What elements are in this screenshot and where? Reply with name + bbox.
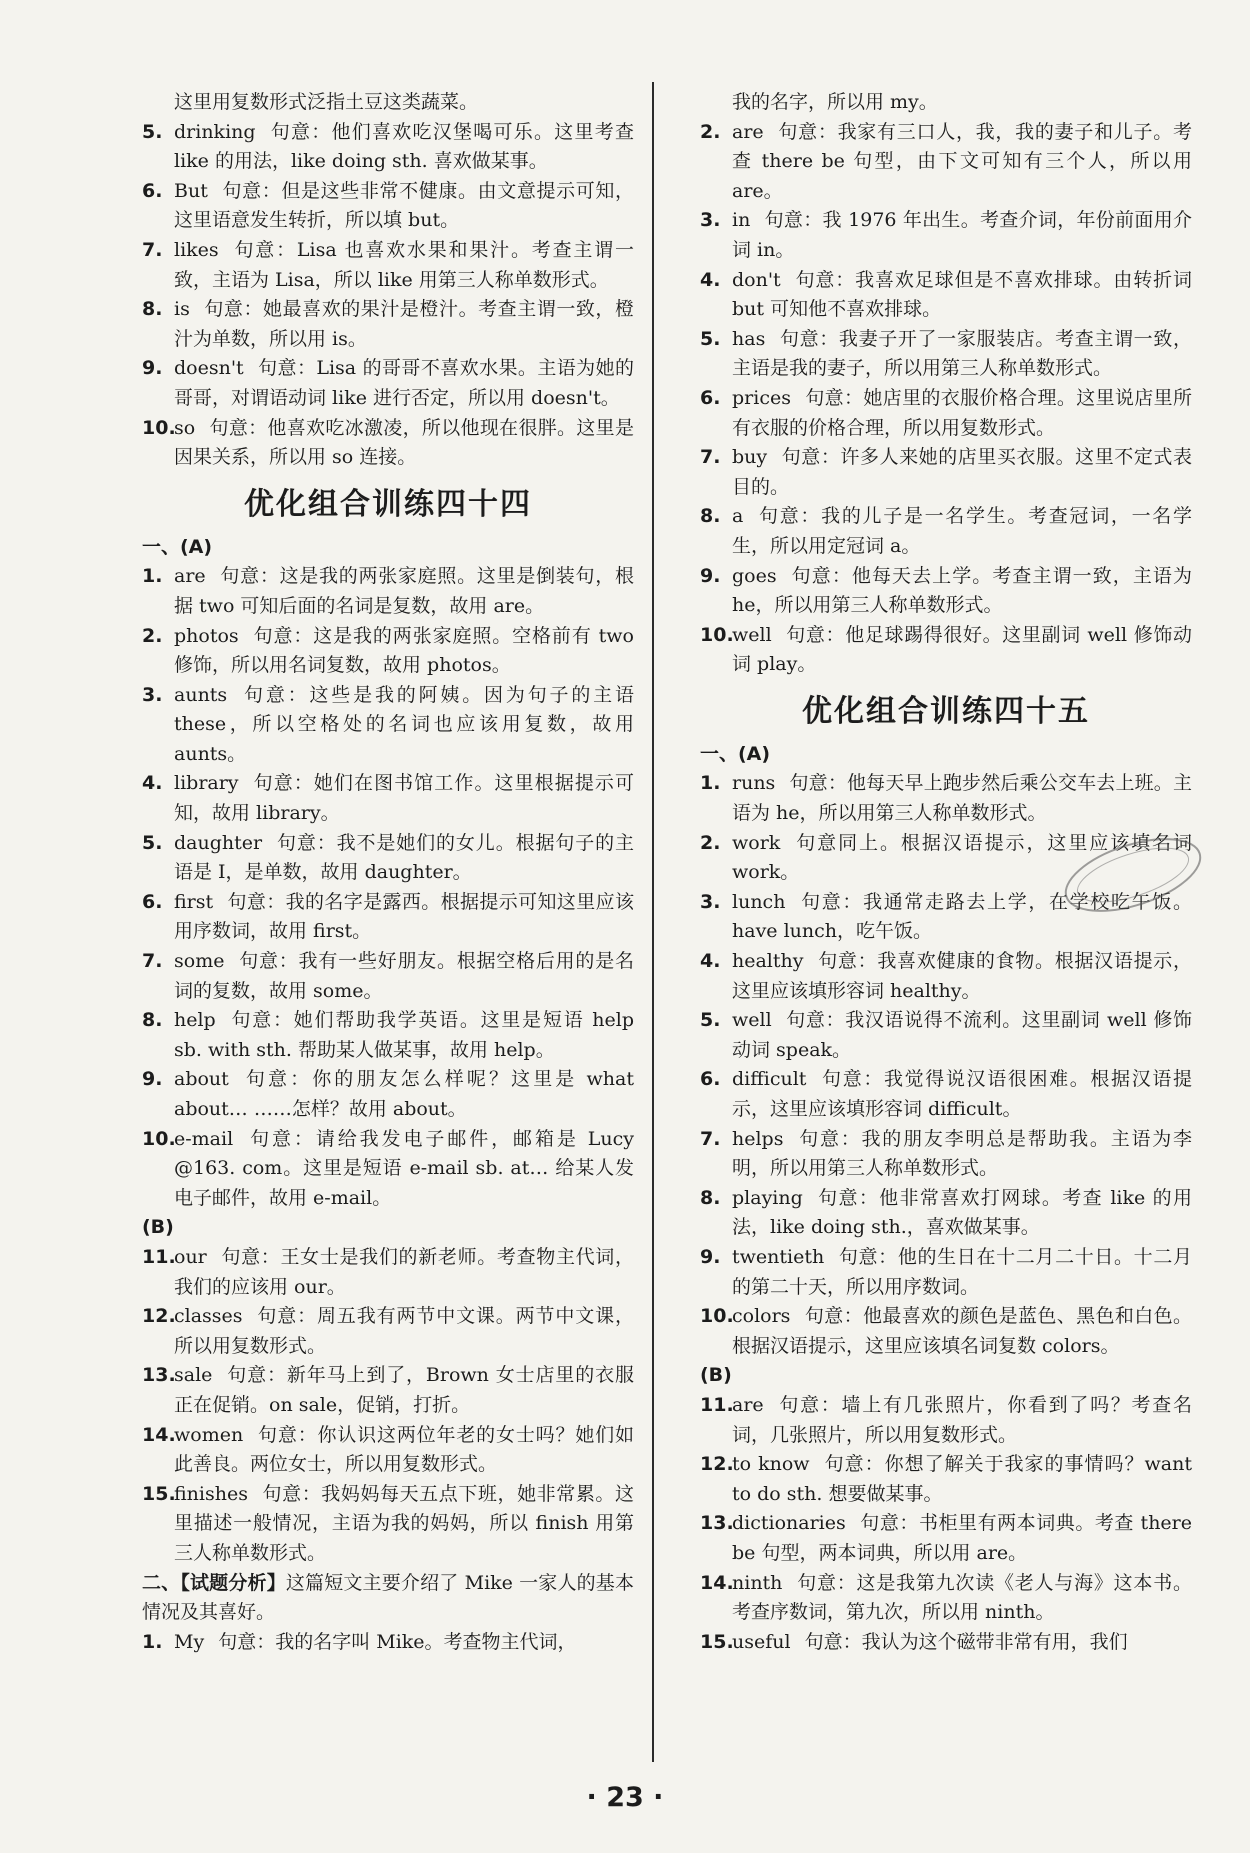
answer-item [700, 1628, 1192, 1658]
item-explanation: 句意：我的名字是露西。根据提示可知这里应该用序数词，故用 first。 [174, 890, 634, 943]
left-column [142, 88, 634, 1657]
item-answer: goes [732, 564, 777, 587]
item-answer: are [732, 120, 764, 143]
item-answer: runs [732, 772, 776, 795]
item-explanation: 句意：这是我第九次读《老人与海》这本书。考查序数词，第九次，所以用 ninth。 [732, 1571, 1192, 1624]
item-explanation: 句意：我通常走路去上学，在学校吃午饭。have lunch，吃午饭。 [732, 890, 1192, 943]
item-explanation: 句意：她们在图书馆工作。这里根据提示可知，故用 library。 [174, 772, 634, 825]
item-answer: difficult [732, 1068, 807, 1091]
item-number: 8. [142, 1009, 163, 1032]
item-explanation: 句意：新年马上到了，Brown 女士店里的衣服正在促销。on sale，促销，打折。 [174, 1364, 634, 1416]
answer-item [700, 266, 1192, 325]
answer-item [142, 1006, 634, 1065]
item-answer: doesn't [174, 357, 244, 380]
answer-item [700, 502, 1192, 561]
item-number: 1. [142, 1630, 163, 1653]
answer-item [700, 1450, 1192, 1509]
answer-item [142, 888, 634, 947]
item-number: 8. [700, 1186, 721, 1209]
item-number: 1. [700, 772, 721, 795]
item-answer: prices [732, 386, 791, 409]
item-explanation: 句意：他们喜欢吃汉堡喝可乐。这里考查 like 的用法，like doing sth. 喜欢做某事。 [174, 120, 634, 173]
answer-item [142, 1628, 634, 1658]
item-explanation: 句意：周五我有两节中文课。两节中文课，所以用复数形式。 [174, 1305, 634, 1357]
right-items-before [700, 118, 1192, 680]
item-number: 2. [700, 120, 721, 143]
answer-item [700, 443, 1192, 502]
left-part-a-items [142, 562, 634, 1213]
lead-continuation: 我的名字，所以用 my。 [732, 91, 938, 113]
answer-item [142, 354, 634, 413]
item-explanation: 句意：这是我的两张家庭照。这里是倒装句，根据 two 可知后面的名词是复数，故用 are。 [174, 565, 634, 617]
answer-item [142, 1480, 634, 1569]
item-number: 12. [142, 1305, 176, 1328]
item-explanation: 句意：你的朋友怎么样呢？这里是 what about… ……怎样？故用 about。 [174, 1068, 634, 1120]
answer-item [700, 1391, 1192, 1450]
answer-item [142, 562, 634, 621]
answer-item [700, 325, 1192, 384]
answer-item [142, 769, 634, 828]
item-explanation: 句意：我认为这个磁带非常有用，我们 [804, 1630, 1128, 1653]
item-number: 6. [142, 890, 163, 913]
item-answer: about [174, 1068, 229, 1091]
item-explanation: 句意：王女士是我们的新老师。考查物主代词，我们的应该用 our。 [174, 1245, 634, 1298]
item-number: 2. [142, 624, 163, 647]
answer-item [700, 1243, 1192, 1302]
item-answer: healthy [732, 950, 804, 973]
item-answer: dictionaries [732, 1512, 846, 1535]
item-explanation: 句意：他的生日在十二月二十日。十二月的第二十天，所以用序数词。 [732, 1245, 1192, 1298]
lead-continuation: 这里用复数形式泛指土豆这类蔬菜。 [174, 91, 479, 113]
item-number: 10. [700, 1305, 734, 1328]
answer-item [700, 1509, 1192, 1568]
item-number: 14. [142, 1423, 176, 1446]
item-explanation: 句意：请给我发电子邮件，邮箱是 Lucy @163. com。这里是短语 e-mail sb. at… 给某人发电子邮件，故用 e-mail。 [174, 1127, 634, 1209]
item-number: 7. [700, 446, 721, 469]
item-answer: work [732, 831, 781, 854]
answer-item [142, 622, 634, 681]
part-b-label: (B) [142, 1216, 174, 1239]
item-number: 11. [142, 1245, 176, 1268]
item-answer: first [174, 890, 214, 913]
item-explanation: 句意同上。根据汉语提示，这里应该填名词 work。 [732, 831, 1192, 884]
item-explanation: 句意：我喜欢健康的食物。根据汉语提示，这里应该填形容词 healthy。 [732, 950, 1192, 1002]
right-part-b-items [700, 1391, 1192, 1657]
part-b-label: (B) [700, 1364, 732, 1387]
item-number: 5. [142, 120, 163, 143]
part-two-label: 二、【试题分析】 [142, 1571, 286, 1594]
item-number: 15. [700, 1630, 734, 1653]
item-answer: library [174, 772, 239, 795]
answer-item [700, 562, 1192, 621]
answer-item [700, 1065, 1192, 1124]
item-answer: a [732, 505, 744, 528]
item-explanation: 句意：这是我的两张家庭照。空格前有 two 修饰，所以用名词复数，故用 photos。 [174, 624, 634, 677]
item-explanation: 句意：我的儿子是一名学生。考查冠词，一名学生，所以用定冠词 a。 [732, 505, 1192, 557]
item-answer: aunts [174, 683, 228, 706]
item-explanation: 句意：墙上有几张照片，你看到了吗？考查名词，几张照片，所以用复数形式。 [732, 1393, 1192, 1446]
part-two-text: 这篇短文主要介绍了 Mike 一家人的基本情况及其喜好。 [142, 1571, 634, 1624]
left-part-two-items [142, 1628, 634, 1658]
item-answer: colors [732, 1305, 791, 1328]
item-number: 9. [142, 1068, 163, 1091]
part-two-analysis [142, 1569, 634, 1628]
answer-item [142, 1361, 634, 1420]
item-answer: helps [732, 1127, 784, 1150]
answer-item [142, 1065, 634, 1124]
answer-item [142, 177, 634, 236]
item-number: 6. [142, 179, 163, 202]
item-number: 5. [700, 1009, 721, 1032]
item-number: 5. [700, 327, 721, 350]
answer-item [700, 384, 1192, 443]
item-answer: ninth [732, 1571, 783, 1594]
item-explanation: 句意：他喜欢吃冰激凌，所以他现在很胖。这里是因果关系，所以用 so 连接。 [174, 416, 634, 469]
item-explanation: 句意：我 1976 年出生。考查介词，年份前面用介词 in。 [732, 209, 1192, 261]
item-explanation: 句意：你想了解关于我家的事情吗？want to do sth. 想要做某事。 [732, 1453, 1192, 1505]
item-answer: lunch [732, 890, 786, 913]
item-number: 10. [142, 416, 176, 439]
answer-item [142, 414, 634, 473]
item-explanation: 句意：但是这些非常不健康。由文意提示可知，这里语意发生转折，所以填 but。 [174, 179, 634, 232]
answer-item [700, 1006, 1192, 1065]
item-answer: My [174, 1630, 205, 1653]
item-explanation: 句意：我觉得说汉语很困难。根据汉语提示，这里应该填形容词 difficult。 [732, 1068, 1192, 1120]
item-answer: e-mail [174, 1127, 234, 1150]
item-number: 9. [700, 564, 721, 587]
answer-item [700, 947, 1192, 1006]
answer-item [700, 206, 1192, 265]
item-number: 6. [700, 386, 721, 409]
item-number: 12. [700, 1453, 734, 1476]
answer-item [700, 118, 1192, 207]
item-answer: to know [732, 1453, 810, 1476]
item-answer: are [174, 565, 206, 588]
item-number: 4. [142, 772, 163, 795]
item-answer: well [732, 1009, 772, 1032]
item-explanation: 句意：我喜欢足球但是不喜欢排球。由转折词 but 可知他不喜欢排球。 [732, 268, 1192, 321]
item-number: 11. [700, 1393, 734, 1416]
item-answer: well [732, 623, 772, 646]
item-explanation: 句意：我的名字叫 Mike。考查物主代词， [218, 1630, 577, 1653]
item-answer: in [732, 209, 751, 232]
page-number: · 23 · [586, 1782, 664, 1813]
item-number: 14. [700, 1571, 734, 1594]
part-a-label: 一、(A) [700, 742, 771, 765]
answer-item [142, 947, 634, 1006]
item-number: 2. [700, 831, 721, 854]
answer-item [142, 1302, 634, 1361]
item-explanation: 句意：我不是她们的女儿。根据句子的主语是 I，是单数，故用 daughter。 [174, 831, 634, 884]
item-number: 8. [142, 298, 163, 321]
item-number: 4. [700, 268, 721, 291]
item-explanation: 句意：我有一些好朋友。根据空格后用的是名词的复数，故用 some。 [174, 950, 634, 1002]
item-answer: so [174, 416, 196, 439]
item-number: 3. [700, 890, 721, 913]
item-number: 4. [700, 950, 721, 973]
item-explanation: 句意：你认识这两位年老的女士吗？她们如此善良。两位女士，所以用复数形式。 [174, 1423, 634, 1476]
answer-item [700, 1125, 1192, 1184]
item-number: 13. [700, 1512, 734, 1535]
item-number: 15. [142, 1482, 176, 1505]
item-number: 13. [142, 1364, 176, 1387]
item-answer: some [174, 950, 225, 973]
item-explanation: 句意：他足球踢得很好。这里副词 well 修饰动词 play。 [732, 623, 1192, 676]
item-number: 10. [142, 1127, 176, 1150]
item-number: 3. [142, 683, 163, 706]
item-explanation: 句意：Lisa 的哥哥不喜欢水果。主语为她的哥哥，对谓语动词 like 进行否定，所以用 doesn't。 [174, 357, 634, 409]
item-explanation: 句意：她们帮助我学英语。这里是短语 help sb. with sth. 帮助某人做某事，故用 help。 [174, 1009, 634, 1061]
item-answer: help [174, 1009, 216, 1032]
answer-item [142, 295, 634, 354]
item-number: 5. [142, 831, 163, 854]
item-explanation: 句意：他最喜欢的颜色是蓝色、黑色和白色。根据汉语提示，这里应该填名词复数 colors。 [732, 1305, 1192, 1357]
item-explanation: 句意：我妈妈每天五点下班，她非常累。这里描述一般情况，主语为我的妈妈，所以 finish 用第三人称单数形式。 [174, 1482, 634, 1564]
item-number: 9. [700, 1245, 721, 1268]
item-explanation: 句意：这些是我的阿姨。因为句子的主语 these，所以空格处的名词也应该用复数，故用 aunts。 [174, 683, 634, 765]
item-answer: is [174, 298, 190, 321]
part-a-label: 一、(A) [142, 535, 213, 558]
item-explanation: 句意：他非常喜欢打网球。考查 like 的用法，like doing sth.，喜欢做某事。 [732, 1186, 1192, 1239]
item-explanation: 句意：他每天去上学。考查主谓一致，主语为 he，所以用第三人称单数形式。 [732, 564, 1192, 617]
item-answer: photos [174, 624, 239, 647]
item-answer: don't [732, 268, 781, 291]
item-number: 10. [700, 623, 734, 646]
answer-item [142, 236, 634, 295]
item-answer: are [732, 1393, 764, 1416]
section-title-45: 优化组合训练四十五 [802, 693, 1090, 729]
item-explanation: 句意：她店里的衣服价格合理。这里说店里所有衣服的价格合理，所以用复数形式。 [732, 386, 1192, 439]
item-answer: sale [174, 1364, 213, 1387]
item-explanation: 句意：我妻子开了一家服装店。考查主谓一致，主语是我的妻子，所以用第三人称单数形式。 [732, 327, 1192, 380]
answer-item [142, 1243, 634, 1302]
item-number: 6. [700, 1068, 721, 1091]
item-explanation: 句意：我汉语说得不流利。这里副词 well 修饰动词 speak。 [732, 1009, 1192, 1061]
item-answer: our [174, 1245, 207, 1268]
item-answer: likes [174, 238, 219, 261]
answer-item [142, 118, 634, 177]
item-answer: But [174, 179, 208, 202]
item-answer: classes [174, 1305, 243, 1328]
item-answer: finishes [174, 1482, 248, 1505]
answer-item [142, 829, 634, 888]
answer-item [700, 1569, 1192, 1628]
item-number: 7. [700, 1127, 721, 1150]
item-answer: twentieth [732, 1245, 825, 1268]
item-explanation: 句意：他每天早上跑步然后乘公交车去上班。主语为 he，所以用第三人称单数形式。 [732, 772, 1192, 825]
item-number: 3. [700, 209, 721, 232]
item-answer: women [174, 1423, 244, 1446]
item-explanation: 句意：她最喜欢的果汁是橙汁。考查主谓一致，橙汁为单数，所以用 is。 [174, 298, 634, 350]
section-title-44: 优化组合训练四十四 [244, 486, 532, 522]
item-explanation: 句意：许多人来她的店里买衣服。这里不定式表目的。 [732, 446, 1192, 498]
item-number: 9. [142, 357, 163, 380]
item-answer: playing [732, 1186, 803, 1209]
item-number: 7. [142, 238, 163, 261]
item-number: 1. [142, 565, 163, 588]
item-number: 8. [700, 505, 721, 528]
item-explanation: 句意：书柜里有两本词典。考查 there be 句型，两本词典，所以用 are。 [732, 1512, 1192, 1564]
item-explanation: 句意：我的朋友李明总是帮助我。主语为李明，所以用第三人称单数形式。 [732, 1127, 1192, 1180]
answer-item [142, 681, 634, 770]
item-answer: useful [732, 1630, 791, 1653]
column-divider [652, 82, 654, 1762]
item-answer: daughter [174, 831, 263, 854]
answer-item [700, 1184, 1192, 1243]
item-explanation: 句意：我家有三口人，我，我的妻子和儿子。考查 there be 句型，由下文可知有三个人，所以用 are。 [732, 120, 1192, 202]
item-explanation: 句意：Lisa 也喜欢水果和果汁。考查主谓一致，主语为 Lisa，所以 like 用第三人称单数形式。 [174, 238, 634, 291]
item-answer: buy [732, 446, 768, 469]
answer-item [700, 1302, 1192, 1361]
item-answer: has [732, 327, 766, 350]
answer-item [142, 1421, 634, 1480]
answer-item [700, 621, 1192, 680]
answer-item [700, 769, 1192, 828]
answer-item [142, 1125, 634, 1214]
item-number: 7. [142, 950, 163, 973]
left-part-b-items [142, 1243, 634, 1569]
item-answer: drinking [174, 120, 256, 143]
left-items-before [142, 118, 634, 473]
